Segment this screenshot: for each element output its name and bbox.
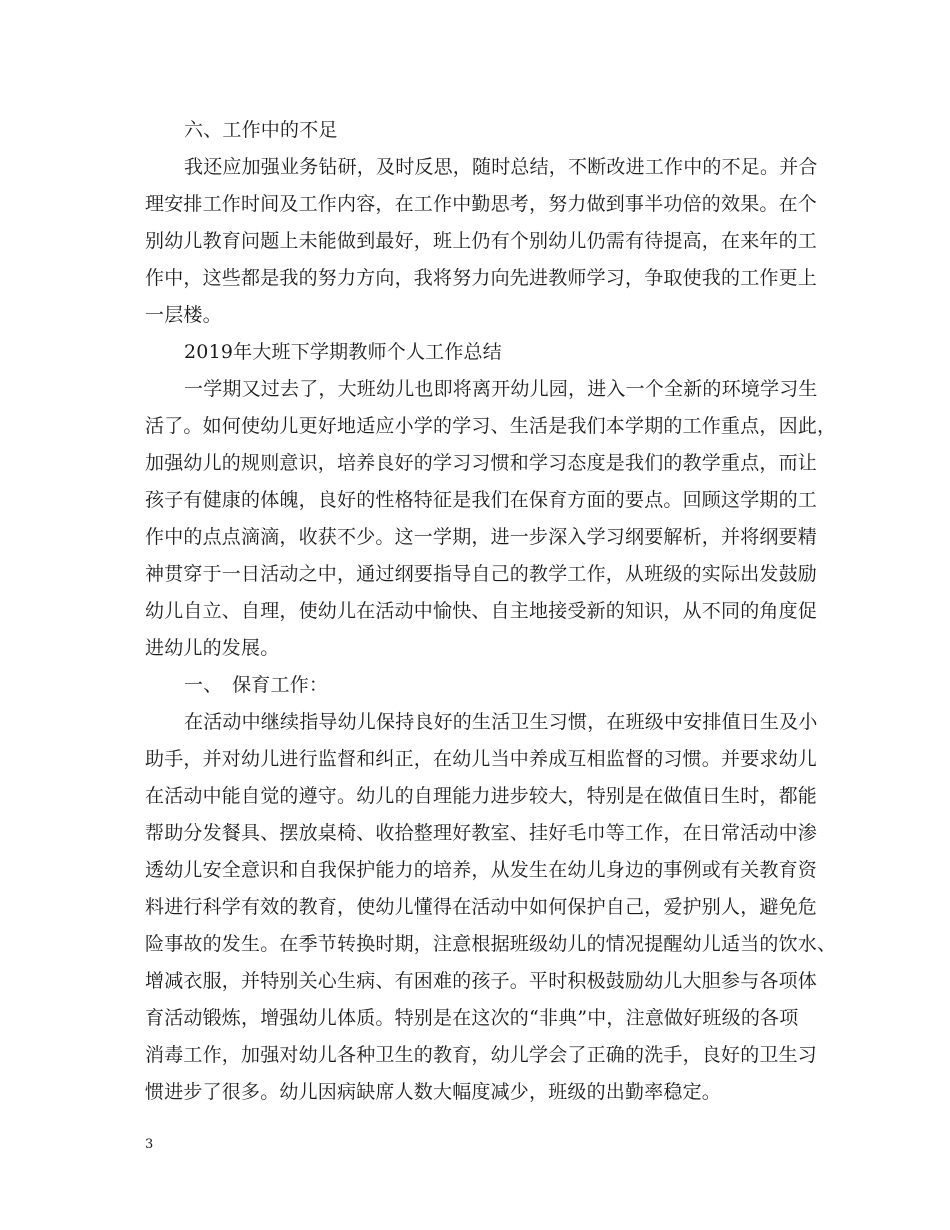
- text-line: 作中，这些都是我的努力方向，我将努力向先进教师学习，争取使我的工作更上: [145, 267, 818, 289]
- text-line: 消毒工作，加强对幼儿各种卫生的教育，幼儿学会了正确的洗手，良好的卫生习: [145, 1044, 818, 1066]
- text-line: 活了。如何使幼儿更好地适应小学的学习、生活是我们本学期的工作重点，因此，: [145, 415, 837, 437]
- text-line: 一学期又过去了，大班幼儿也即将离开幼儿园，进入一个全新的环境学习生: [184, 378, 818, 400]
- text-line: 帮助分发餐具、摆放桌椅、收拾整理好教室、挂好毛巾等工作，在日常活动中渗: [145, 822, 818, 844]
- text-line: 育活动锻炼，增强幼儿体质。特别是在这次的“非典”中，注意做好班级的各项: [145, 1007, 799, 1029]
- text-line: 孩子有健康的体魄，良好的性格特征是我们在保育方面的要点。回顾这学期的工: [145, 489, 818, 511]
- text-line: 险事故的发生。在季节转换时期，注意根据班级幼儿的情况提醒幼儿适当的饮水、: [145, 933, 837, 955]
- text-line: 惯进步了很多。幼儿因病缺席人数大幅度减少，班级的出勤率稳定。: [145, 1081, 722, 1103]
- page-number: 3: [145, 1137, 154, 1152]
- text-line: 加强幼儿的规则意识，培养良好的学习习惯和学习态度是我们的教学重点，而让: [145, 452, 818, 474]
- text-line: 2019年大班下学期教师个人工作总结: [184, 341, 502, 363]
- text-line: 作中的点点滴滴，收获不少。这一学期，进一步深入学习纲要解析，并将纲要精: [145, 526, 818, 548]
- text-line: 在活动中继续指导幼儿保持良好的生活卫生习惯，在班级中安排值日生及小: [184, 711, 818, 733]
- text-line: 神贯穿于一日活动之中，通过纲要指导自己的教学工作，从班级的实际出发鼓励: [145, 563, 818, 585]
- text-line: 一层楼。: [145, 304, 222, 326]
- text-line: 透幼儿安全意识和自我保护能力的培养，从发生在幼儿身边的事例或有关教育资: [145, 859, 818, 881]
- text-line: 料进行科学有效的教育，使幼儿懂得在活动中如何保护自己，爱护别人，避免危: [145, 896, 818, 918]
- document-body: [145, 112, 837, 1111]
- text-line: 别幼儿教育问题上未能做到最好，班上仍有个别幼儿仍需有待提高，在来年的工: [145, 230, 818, 252]
- text-line: 进幼儿的发展。: [145, 637, 280, 659]
- text-line: 我还应加强业务钻研，及时反思，随时总结，不断改进工作中的不足。并合: [184, 156, 818, 178]
- text-line: 一、 保育工作：: [184, 674, 329, 696]
- text-line: 在活动中能自觉的遵守。幼儿的自理能力进步较大，特别是在做值日生时，都能: [145, 785, 818, 807]
- text-line: 幼儿自立、自理，使幼儿在活动中愉快、自主地接受新的知识，从不同的角度促: [145, 600, 818, 622]
- text-line: 助手，并对幼儿进行监督和纠正，在幼儿当中养成互相监督的习惯。并要求幼儿: [145, 748, 818, 770]
- text-line: 增减衣服，并特别关心生病、有困难的孩子。平时积极鼓励幼儿大胆参与各项体: [145, 970, 818, 992]
- text-line: 六、工作中的不足: [184, 119, 338, 141]
- text-line: 理安排工作时间及工作内容，在工作中勤思考，努力做到事半功倍的效果。在个: [145, 193, 818, 215]
